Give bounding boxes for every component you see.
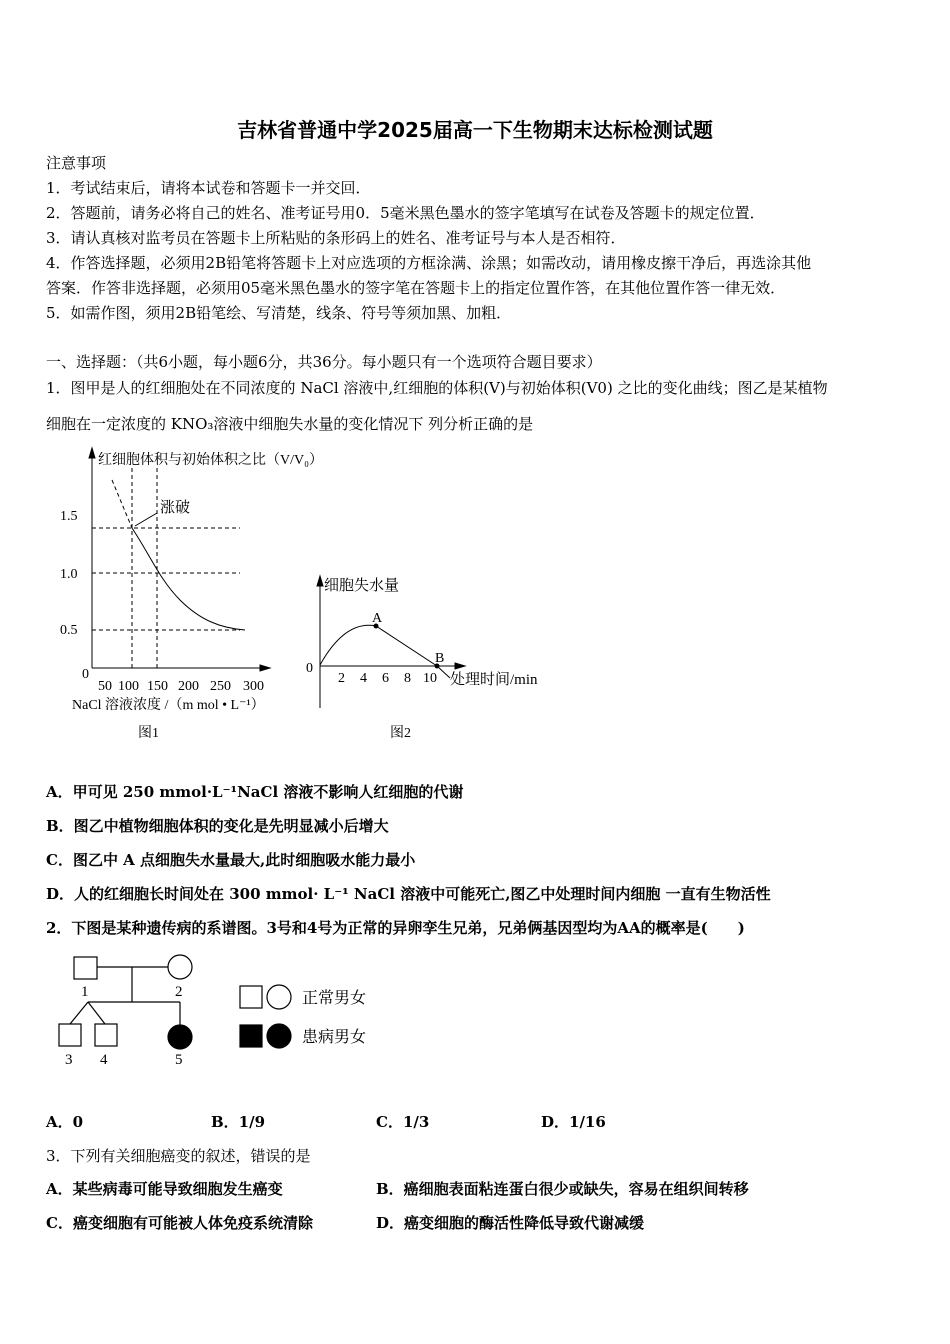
notice-item: 3．请认真核对监考员在答题卡上所粘贴的条形码上的姓名、准考证号与本人是否相符．	[46, 229, 626, 247]
q2-option-b: B．1/9	[211, 1113, 266, 1131]
q1-option-a: A．甲可见 250 mmol·L⁻¹NaCl 溶液不影响人红细胞的代谢	[46, 783, 464, 801]
fig2-xtick: 4	[360, 671, 367, 686]
q2-option-c: C．1/3	[376, 1113, 430, 1131]
q1-stem: 1．图甲是人的红细胞处在不同浓度的 NaCl 溶液中,红细胞的体积(V)与初始体积(V0) 之比的变化曲线；图乙是某植物	[46, 379, 828, 397]
fig1-ytick: 1.0	[60, 567, 78, 582]
q3-option-c: C．癌变细胞有可能被人体免疫系统清除	[46, 1214, 313, 1232]
pedigree-label: 1	[81, 984, 89, 1000]
q1-stem: 细胞在一定浓度的 KNO₃溶液中细胞失水量的变化情况下 列分析正确的是	[46, 415, 534, 433]
pedigree-chart	[40, 940, 400, 1080]
fig2-xtick: 8	[404, 671, 411, 686]
fig2-ylabel: 细胞失水量	[324, 578, 400, 594]
fig1-xtick: 300	[243, 679, 264, 694]
q3-option-b: B．癌细胞表面粘连蛋白很少或缺失，容易在组织间转移	[376, 1180, 749, 1198]
fig2-point-a: A	[372, 611, 383, 626]
q3-stem: 3．下列有关细胞癌变的叙述，错误的是	[46, 1147, 311, 1165]
q2-stem: 2．下图是某种遗传病的系谱图。3号和4号为正常的异卵孪生兄弟，兄弟俩基因型均为AA的概率是( )	[46, 919, 745, 937]
q1-option-b: B．图乙中植物细胞体积的变化是先明显减小后增大	[46, 817, 389, 835]
fig1-ylabel: 红细胞体积与初始体积之比（V/V₀）	[98, 453, 323, 468]
notice-heading: 注意事项	[46, 154, 107, 172]
fig2-point-b: B	[435, 651, 445, 666]
pedigree-label: 5	[175, 1052, 183, 1068]
fig1-ytick: 1.5	[60, 509, 78, 524]
notice-item: 答案．作答非选择题，必须用05毫米黑色墨水的签字笔在答题卡上的指定位置作答，在其他位置作答一律无效．	[46, 279, 786, 297]
fig1-xtick: 200	[178, 679, 199, 694]
fig1-xtick: 50	[98, 679, 112, 694]
q1-option-c: C．图乙中 A 点细胞失水量最大,此时细胞吸水能力最小	[46, 851, 416, 869]
legend-normal: 正常男女	[302, 990, 367, 1007]
pedigree-label: 3	[65, 1052, 73, 1068]
fig2-xtick: 2	[338, 671, 345, 686]
notice-item: 2．答题前，请务必将自己的姓名、准考证号用0．5毫米黑色墨水的签字笔填写在试卷及答题卡的规定位置．	[46, 204, 765, 222]
figure-1	[89, 448, 270, 671]
section-heading: 一、选择题：（共6小题，每小题6分，共36分。每小题只有一个选项符合题目要求）	[46, 353, 602, 371]
q3-option-a: A．某些病毒可能导致细胞发生癌变	[46, 1180, 283, 1198]
figure-2	[317, 576, 465, 708]
fig1-xtick: 250	[210, 679, 231, 694]
notice-item: 1．考试结束后，请将本试卷和答题卡一并交回．	[46, 179, 371, 197]
fig1-xtick: 0	[82, 667, 89, 682]
fig1-xlabel: NaCl 溶液浓度 /（m mol • L⁻¹）	[72, 698, 265, 713]
fig1-caption: 图1	[138, 726, 159, 741]
notice-item: 5．如需作图，须用2B铅笔绘、写清楚，线条、符号等须加黑、加粗．	[46, 304, 512, 322]
fig2-xtick: 0	[306, 661, 313, 676]
q3-option-d: D．癌变细胞的酶活性降低导致代谢减缓	[376, 1214, 645, 1232]
legend-affected: 患病男女	[302, 1029, 367, 1046]
q2-option-a: A．0	[46, 1113, 84, 1131]
fig2-xtick: 6	[382, 671, 389, 686]
notice-item: 4．作答选择题，必须用2B铅笔将答题卡上对应选项的方框涂满、涂黑；如需改动，请用橡皮擦干净后，再选涂其他	[46, 254, 812, 272]
q2-option-d: D．1/16	[541, 1113, 606, 1131]
fig1-ytick: 0.5	[60, 623, 78, 638]
pedigree-label: 2	[175, 984, 183, 1000]
fig2-xlabel: 处理时间/min	[450, 672, 538, 688]
page-title: 吉林省普通中学2025届高一下生物期末达标检测试题	[237, 118, 713, 142]
fig2-caption: 图2	[390, 726, 411, 741]
fig1-annotation: 涨破	[160, 500, 191, 516]
pedigree-label: 4	[100, 1052, 108, 1068]
q1-figures	[40, 440, 580, 750]
fig1-xtick: 100	[118, 679, 139, 694]
fig2-xtick: 10	[423, 671, 437, 686]
fig1-xtick: 150	[147, 679, 168, 694]
q1-option-d: D．人的红细胞长时间处在 300 mmol· L⁻¹ NaCl 溶液中可能死亡,图乙中处理时间内细胞 一直有生物活性	[46, 885, 771, 903]
